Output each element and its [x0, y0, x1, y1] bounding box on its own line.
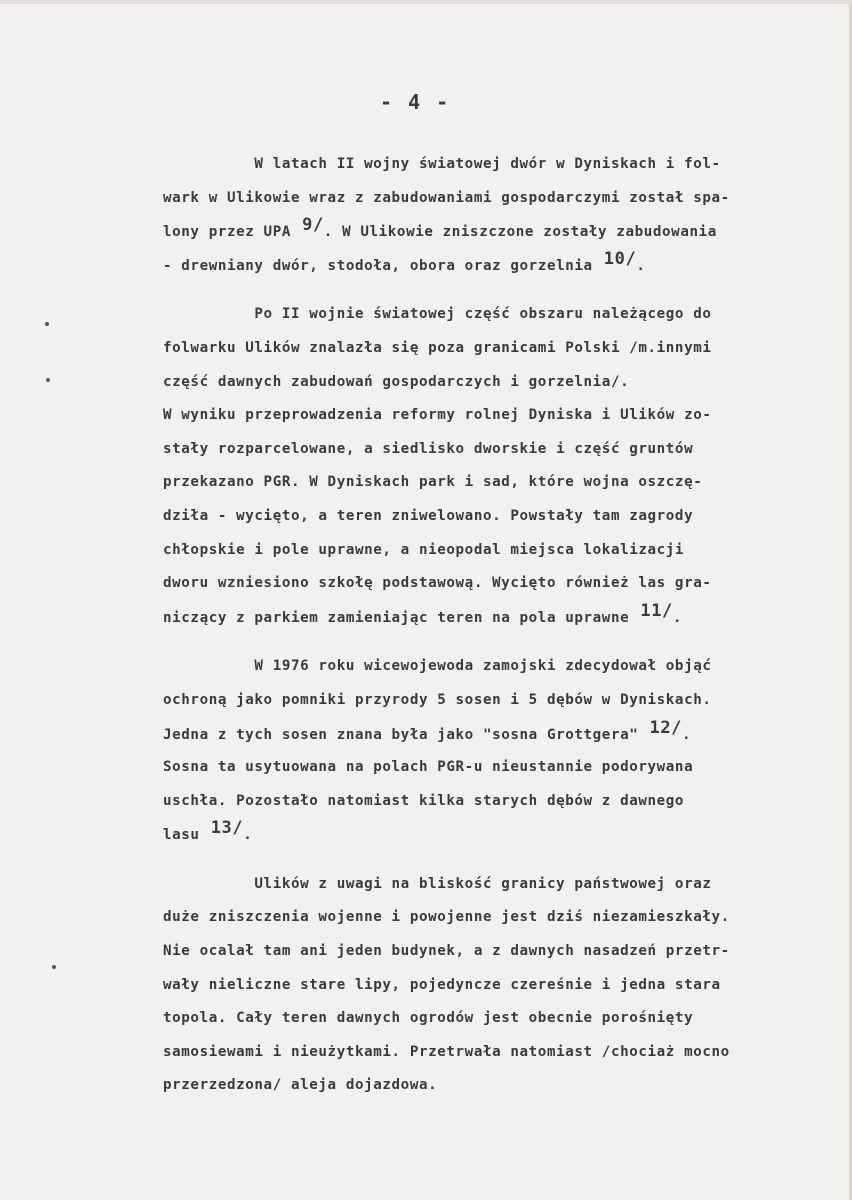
line-text: duże zniszczenia wojenne i powojenne jest dziś niezamieszkały. — [163, 909, 730, 926]
line-text: lasu — [163, 827, 209, 844]
line-text-continued: . W Ulikowie zniszczone zostały zabudowania — [323, 224, 717, 241]
line-text: lony przez UPA — [163, 224, 301, 241]
paragraph-gap — [163, 634, 823, 650]
text-line — [163, 249, 823, 283]
line-text: wark w Ulikowie wraz z zabudowaniami gospodarczymi został spa- — [163, 189, 730, 206]
text-line — [163, 182, 823, 216]
text-line — [163, 969, 823, 1003]
footnote-marker: 12/ — [649, 717, 683, 738]
footnote-marker: 10/ — [603, 248, 637, 269]
footnote-marker: 13/ — [210, 818, 244, 839]
punch-mark — [46, 378, 50, 382]
line-text: topola. Cały teren dawnych ogrodów jest obecnie porośnięty — [163, 1010, 694, 1027]
line-text: przerzedzona/ aleja dojazdowa. — [163, 1077, 438, 1094]
line-text: Jedna z tych sosen znana była jako "sosna Grottgera" — [163, 726, 648, 743]
line-text: dziła - wycięto, a teren zniwelowano. Powstały tam zagrody — [163, 507, 694, 524]
page-edge — [0, 0, 852, 4]
punch-mark — [52, 965, 56, 969]
line-text: - drewniany dwór, stodoła, obora oraz gorzelnia — [163, 257, 602, 274]
line-text: folwarku Ulików znalazła się poza granicami Polski /m.innymi — [163, 339, 712, 356]
text-line — [163, 935, 823, 969]
line-text: samosiewami i nieużytkami. Przetrwała natomiast /chociaż mocno — [163, 1043, 730, 1060]
text-line — [163, 567, 823, 601]
text-line — [163, 332, 823, 366]
text-line — [163, 684, 823, 718]
line-text: Po II wojnie światowej część obszaru należącego do — [163, 306, 712, 323]
footnote-marker: 9/ — [302, 215, 324, 236]
text-line — [163, 500, 823, 534]
line-text: wały nieliczne stare lipy, pojedyncze czereśnie i jedna stara — [163, 976, 721, 993]
text-line — [163, 868, 823, 902]
line-text: ochroną jako pomniki przyrody 5 sosen i 5 dębów w Dyniskach. — [163, 691, 712, 708]
text-line — [163, 718, 823, 752]
text-line — [163, 148, 823, 182]
text-line — [163, 298, 823, 332]
paragraph — [163, 298, 823, 634]
page-number: - 4 - — [380, 90, 451, 114]
paragraph — [163, 148, 823, 282]
line-text: przekazano PGR. W Dyniskach park i sad, które wojna oszczę- — [163, 474, 703, 491]
punch-mark — [45, 322, 49, 326]
line-text: Nie ocalał tam ani jeden budynek, a z dawnych nasadzeń przetr- — [163, 943, 730, 960]
text-line — [163, 818, 823, 852]
text-line — [163, 399, 823, 433]
text-line — [163, 650, 823, 684]
line-text-continued: . — [682, 726, 692, 743]
paragraph-gap — [163, 852, 823, 868]
text-line — [163, 366, 823, 400]
line-text: stały rozparcelowane, a siedlisko dworskie i część gruntów — [163, 440, 694, 457]
text-line — [163, 1002, 823, 1036]
text-line — [163, 751, 823, 785]
line-text: uschła. Pozostało natomiast kilka starych dębów z dawnego — [163, 792, 685, 809]
line-text-continued: . — [243, 827, 253, 844]
line-text-continued: . — [636, 257, 646, 274]
footnote-marker: 11/ — [640, 600, 673, 621]
text-line — [163, 433, 823, 467]
paragraph — [163, 868, 823, 1103]
document-body — [163, 148, 823, 1103]
text-line — [163, 215, 823, 249]
line-text: Ulików z uwagi na bliskość granicy państwowej oraz — [163, 875, 712, 892]
text-line — [163, 901, 823, 935]
paragraph-gap — [163, 282, 823, 298]
line-text: dworu wzniesiono szkołę podstawową. Wycięto również las gra- — [163, 575, 712, 592]
line-text: Sosna ta usytuowana na polach PGR-u nieustannie podorywana — [163, 759, 694, 776]
paragraph — [163, 650, 823, 852]
text-line — [163, 1036, 823, 1070]
line-text: chłopskie i pole uprawne, a nieopodal miejsca lokalizacji — [163, 541, 685, 558]
line-text: W 1976 roku wicewojewoda zamojski zdecydował objąć — [163, 658, 712, 675]
line-text: W wyniku przeprowadzenia reformy rolnej Dyniska i Ulików zo- — [163, 407, 712, 424]
line-text: niczący z parkiem zamieniając teren na pola uprawne — [163, 609, 639, 626]
text-line — [163, 785, 823, 819]
text-line — [163, 534, 823, 568]
text-line — [163, 466, 823, 500]
line-text-continued: . — [672, 609, 683, 626]
text-line — [163, 601, 823, 635]
line-text: część dawnych zabudowań gospodarczych i gorzelnia/. — [163, 373, 630, 390]
line-text: W latach II wojny światowej dwór w Dyniskach i fol- — [163, 156, 721, 172]
text-line — [163, 1069, 823, 1103]
